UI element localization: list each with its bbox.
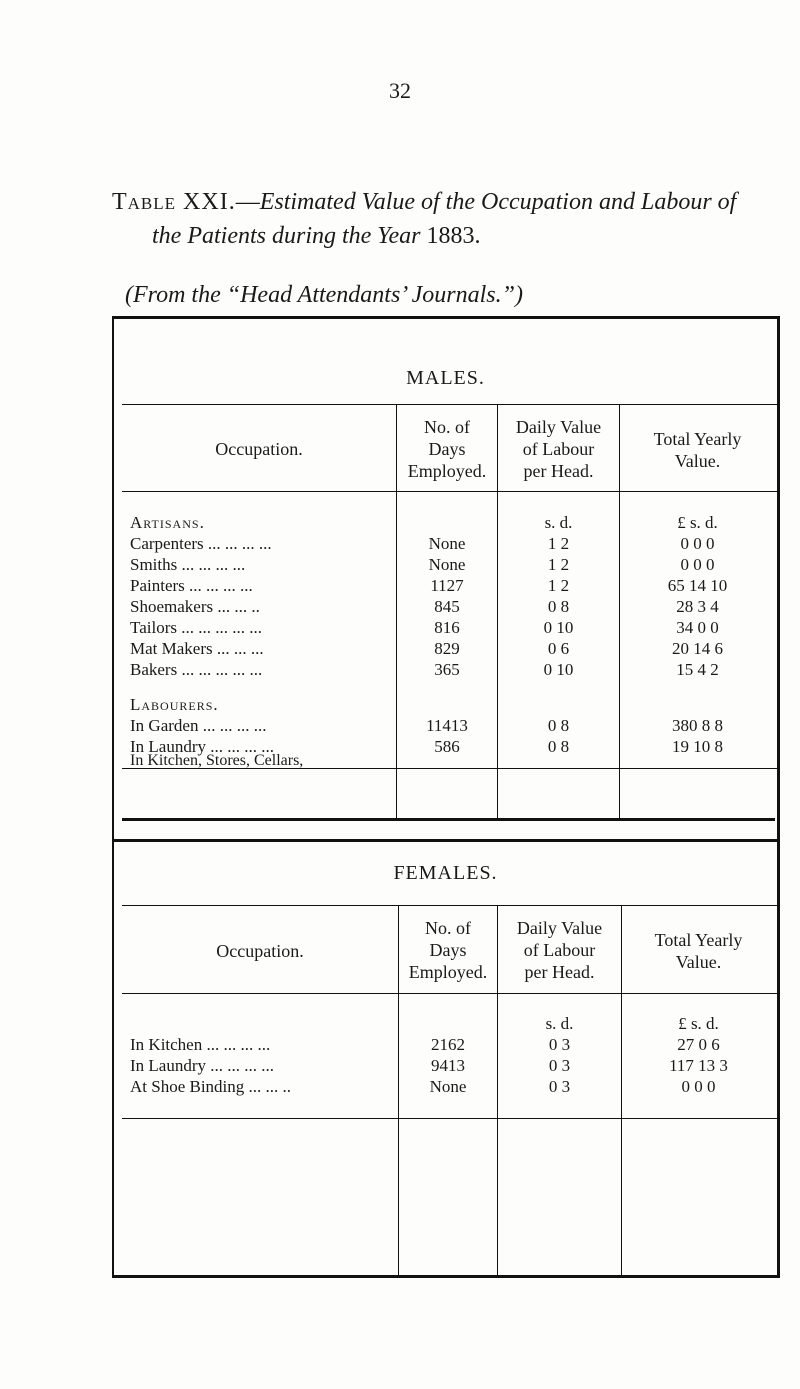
title-line-2: the Patients during the Year [152,223,421,249]
page-number: 32 [389,78,411,103]
males-rule-top [122,404,777,405]
title-line-1: Estimated Value of the Occupation and Labour of [259,189,737,215]
males-heading: MALES. [406,367,485,389]
males-col-days: No. of Days Employed. [407,417,487,481]
table-number: Table XXI. [112,189,236,215]
males-col-yearly: Total Yearly Value. [653,429,742,471]
males-rule-header [122,491,777,492]
females-yearly-units: £ s. d. [678,1014,719,1033]
labourers-heading: Labourers. [130,695,219,714]
males-rule-bottom [122,818,775,821]
females-daily-units: s. d. [545,1014,574,1033]
females-col-yearly: Total Yearly Value. [654,930,743,972]
females-col-days: No. of Days Employed. [408,918,488,982]
title-year: 1883. [426,223,481,249]
females-heading: FEMALES. [393,862,498,884]
females-rule-header [122,993,777,994]
kitchen-name-line-1: In Kitchen, Stores, Cellars, [130,752,304,769]
males-daily-units: s. d. [544,513,573,532]
males-col-occupation: Occupation. [215,439,303,459]
females-rule-top [122,905,777,906]
males-yearly-units: £ s. d. [677,513,718,532]
females-col-occupation: Occupation. [216,941,304,961]
males-col-daily: Daily Value of Labour per Head. [515,417,602,481]
females-col-daily: Daily Value of Labour per Head. [516,918,603,982]
females-rule-total [122,1118,777,1119]
artisans-heading: Artisans. [130,513,205,532]
table-title: Table XXI.—Estimated Value of the Occupation and Labour of the Patients during the Year 1883. [112,189,737,249]
source-note: (From the “Head Attendants’ Journals.”) [125,282,523,308]
